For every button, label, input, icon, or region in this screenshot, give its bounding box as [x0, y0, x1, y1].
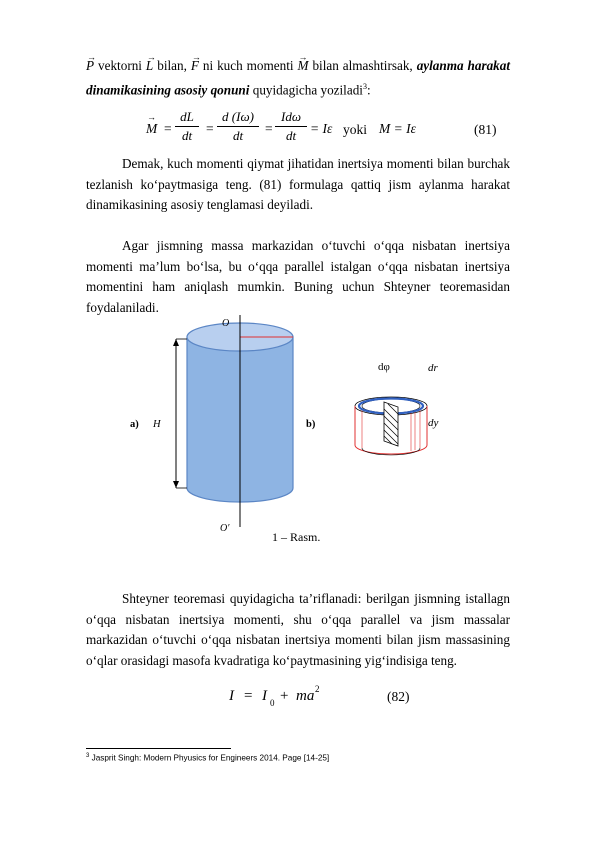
frac1-den: dt [181, 128, 193, 143]
vector-F: → F [191, 56, 199, 77]
footnote-text: Jasprit Singh: Modern Phyusics for Engineers 2014. Page [14-25] [91, 753, 330, 763]
footnote-ref: 3 [362, 81, 367, 91]
label-H: H [153, 419, 161, 430]
ring-element-figure [355, 397, 427, 455]
eq81-frac2 [217, 109, 259, 144]
vector-L: → L [146, 56, 153, 77]
label-dr: dr [428, 362, 438, 374]
eq81-result: = Iε [310, 121, 333, 136]
paragraph-shteyner: Shteyner teoremasi quyidagicha ta’riflanadi: berilgan jismning istallagn o‘qqa nisbatan inertsiya momenti, shu o‘qqa parallel va jism massalar markazidan o‘tuvchi o‘qqa nisbatan inertsiya momenti bilan jism massasining o‘qlar orasidagi masofa kvadratiga ko‘paytmasining yig‘indisiga teng. [86, 591, 510, 668]
frac2-num: d (Iω) [222, 109, 254, 124]
word-vektorni: vektorni [98, 58, 142, 73]
vector-M: → M [298, 56, 309, 77]
bold-term: aylanma harakat dinamikasining asosiy qonuni [86, 58, 511, 97]
frac1-num: dL [180, 109, 194, 124]
eq82-sq: 2 [315, 684, 320, 694]
word-ni-kuch-momenti: ni kuch momenti [202, 58, 294, 73]
cylinder-figure [173, 315, 293, 527]
footnote-rule [86, 748, 231, 749]
eq81-frac1 [175, 109, 199, 144]
label-b: b) [306, 419, 316, 430]
eq81-eq2: = [206, 121, 214, 136]
eq81-eq3: = [265, 121, 273, 136]
eq82-ma: ma [296, 688, 315, 704]
footnote-mark: 3 [86, 753, 90, 759]
eq81-yoki: yoki [343, 122, 368, 137]
eq82-sub0: 0 [270, 698, 275, 708]
axis-label-O: O [222, 318, 230, 329]
figure-1 [0, 305, 596, 550]
label-a: a) [130, 419, 139, 430]
eq81-eq1: = [164, 121, 172, 136]
axis-label-O-prime: O′ [220, 523, 230, 534]
word-bilan: bilan, [157, 58, 187, 73]
intro-colon: : [366, 81, 371, 97]
frac3-den: dt [285, 128, 297, 143]
eq82-I0: I [262, 688, 267, 704]
eq81-alt: M = Iε [379, 121, 416, 136]
eq81-number: (81) [474, 122, 497, 137]
intro-paragraph [86, 56, 510, 100]
figure-caption: 1 – Rasm. [272, 530, 321, 544]
word-almashtirsak: bilan almashtirsak, [312, 58, 413, 73]
frac3-num: Idω [280, 109, 301, 124]
vector-P: → P [86, 56, 94, 77]
eq82-lhs: I [229, 688, 234, 704]
paragraph-demak: Demak, kuch momenti qiymat jihatidan inertsiya momenti bilan burchak tezlanish ko‘paytmasiga teng. (81) formulaga qattiq jism aylanma harakat dinamikasining asosiy tenglamasi deyiladi. [86, 156, 510, 212]
eq82-number: (82) [387, 689, 410, 704]
paragraph-agar: Agar jismning massa markazidan o‘tuvchi o‘qqa nisbatan inertsiya momenti ma’lum bo‘lsa, bu o‘qqa parallel istalgan o‘qqa nisbatan inertsiya momentini ham aniqlash mumkin. Buning uchun Shteyner teoremasidan foydalaniladi. [86, 238, 510, 315]
label-dy: dy [428, 417, 439, 429]
eq82-plus: + [280, 688, 289, 704]
footnote [86, 753, 329, 763]
intro-tail: quyidagicha yoziladi [252, 81, 363, 97]
label-dphi: dφ [378, 361, 390, 373]
frac2-den: dt [232, 128, 244, 143]
eq81-frac3 [275, 109, 307, 144]
eq81-M: → M [146, 121, 157, 137]
eq82-eq: = [244, 688, 253, 704]
